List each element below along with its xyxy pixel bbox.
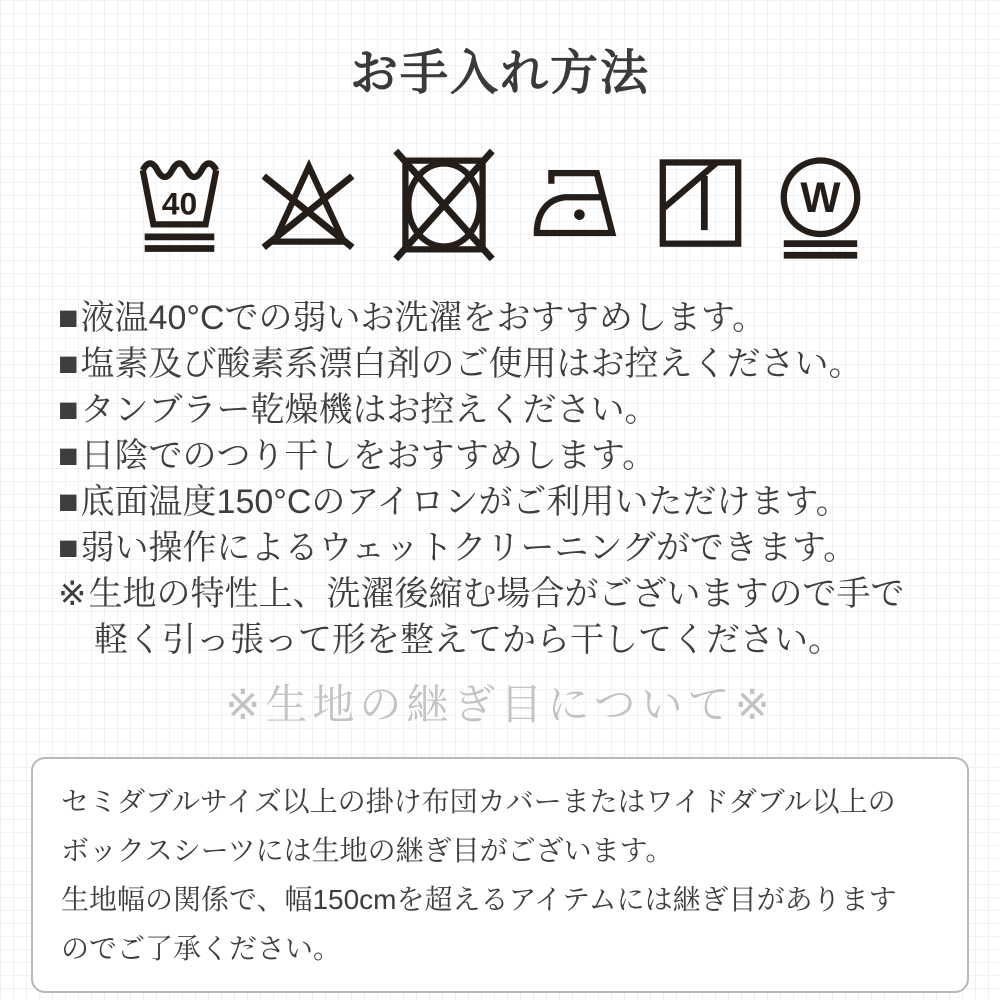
page-title: お手入れ方法	[349, 47, 650, 100]
care-symbols-row	[0, 147, 1000, 269]
care-notes-list	[58, 295, 1000, 663]
note-text: 底面温度150°Cのアイロンがご利用いただけます。	[80, 483, 850, 521]
care-note-line	[58, 571, 1000, 617]
care-note-line	[58, 387, 1000, 433]
seam-info-box	[31, 757, 969, 993]
note-bullet: ※	[58, 575, 87, 613]
seam-info-line: セミダブルサイズ以上の掛け布団カバーまたはワイドダブル以上の	[61, 786, 896, 817]
note-text: 液温40°Cでの弱いお洗濯をおすすめします。	[80, 299, 767, 337]
note-bullet: ■	[58, 345, 79, 383]
care-note-line	[58, 617, 1000, 663]
note-bullet: ■	[58, 529, 79, 567]
care-note-line	[58, 341, 1000, 387]
seam-section-heading: ※生地の継ぎ目について※	[225, 681, 775, 728]
note-text: 弱い操作によるウェットクリーニングができます。	[80, 529, 858, 567]
seam-info-line: ボックスシーツには生地の継ぎ目がございます。	[61, 835, 674, 866]
note-bullet: ■	[58, 391, 79, 429]
note-text: 日陰でのつり干しをおすすめします。	[80, 437, 657, 475]
note-text: 生地の特性上、洗濯後縮む場合がございますので手で	[88, 575, 905, 613]
care-note-line	[58, 295, 1000, 341]
care-note-line	[58, 525, 1000, 571]
seam-info-line: のでご了承ください。	[61, 933, 342, 964]
note-bullet: ■	[58, 299, 79, 337]
seam-info-line: 生地幅の関係で、幅150cmを超えるアイテムには継ぎ目があります	[61, 884, 897, 915]
wet-clean-gentle-icon	[774, 147, 867, 263]
iron-one-dot-icon	[528, 147, 625, 263]
care-note-line	[58, 433, 1000, 479]
note-text: 塩素及び酸素系漂白剤のご使用はお控えください。	[80, 345, 863, 383]
note-text: タンブラー乾燥機はお控えください。	[80, 391, 659, 429]
note-text: 軽く引っ張って形を整えてから干してください。	[94, 621, 842, 659]
wash-40-gentle-icon	[133, 147, 226, 263]
wet-clean-label: W	[800, 173, 841, 222]
shade-hang-dry-icon	[655, 147, 744, 263]
no-tumble-dry-icon	[390, 147, 498, 263]
no-bleach-icon	[256, 147, 360, 263]
note-bullet: ■	[58, 483, 79, 521]
note-bullet: ■	[58, 437, 79, 475]
wash-temp-label: 40	[161, 185, 198, 222]
care-note-line	[58, 479, 1000, 525]
